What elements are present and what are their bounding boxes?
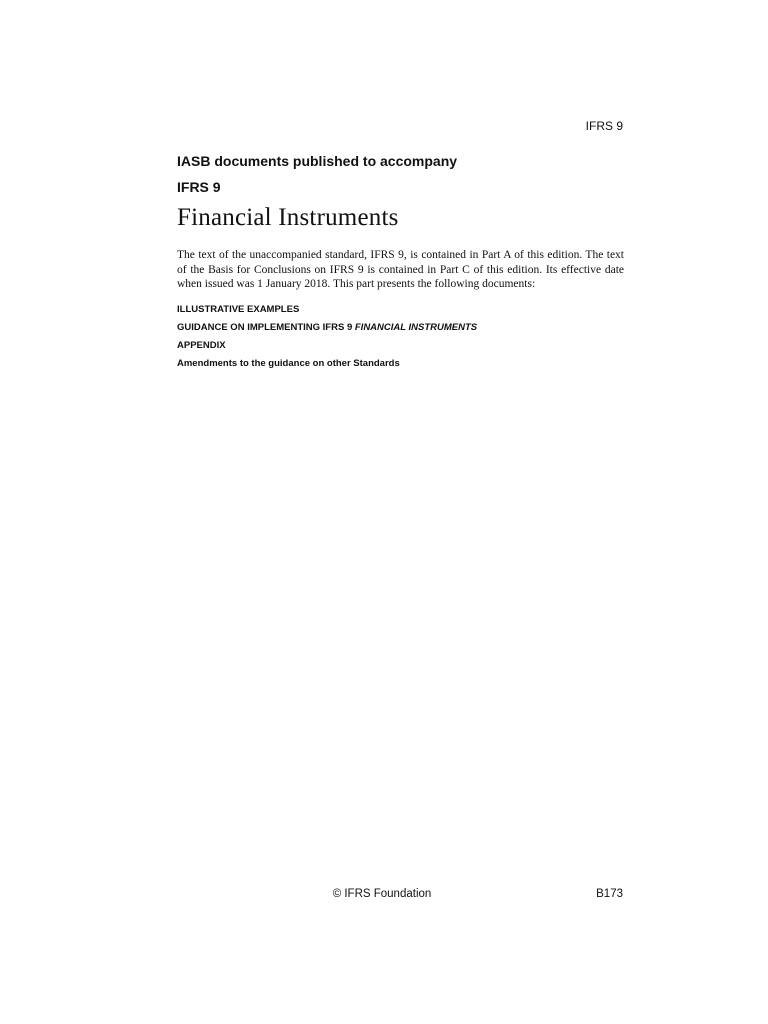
footer-copyright: © IFRS Foundation (332, 888, 432, 900)
footer-page-number: B173 (596, 888, 623, 900)
page-content (177, 152, 624, 376)
documents-list (177, 304, 624, 370)
list-item-amendments: Amendments to the guidance on other Standards (177, 357, 400, 369)
guidance-italic-title: FINANCIAL INSTRUMENTS (354, 321, 478, 333)
intro-paragraph: The text of the unaccompanied standard, IFRS 9, is contained in Part A of this edition. The text of the Basis for Conclusions on IFRS 9 is contained in Part C of this edition. Its effective date when issued was 1 January 2018. This part presents the following documents: (177, 249, 624, 291)
accompany-heading: IASB documents published to accompany (177, 153, 458, 169)
list-item-illustrative-examples: ILLUSTRATIVE EXAMPLES (177, 303, 300, 315)
guidance-prefix: GUIDANCE ON IMPLEMENTING IFRS 9 (177, 321, 353, 333)
list-item-guidance (177, 322, 624, 334)
running-head: IFRS 9 (585, 119, 623, 133)
standard-code: IFRS 9 (177, 179, 221, 195)
list-item-appendix: APPENDIX (177, 339, 226, 351)
page-title: Financial Instruments (177, 204, 399, 231)
